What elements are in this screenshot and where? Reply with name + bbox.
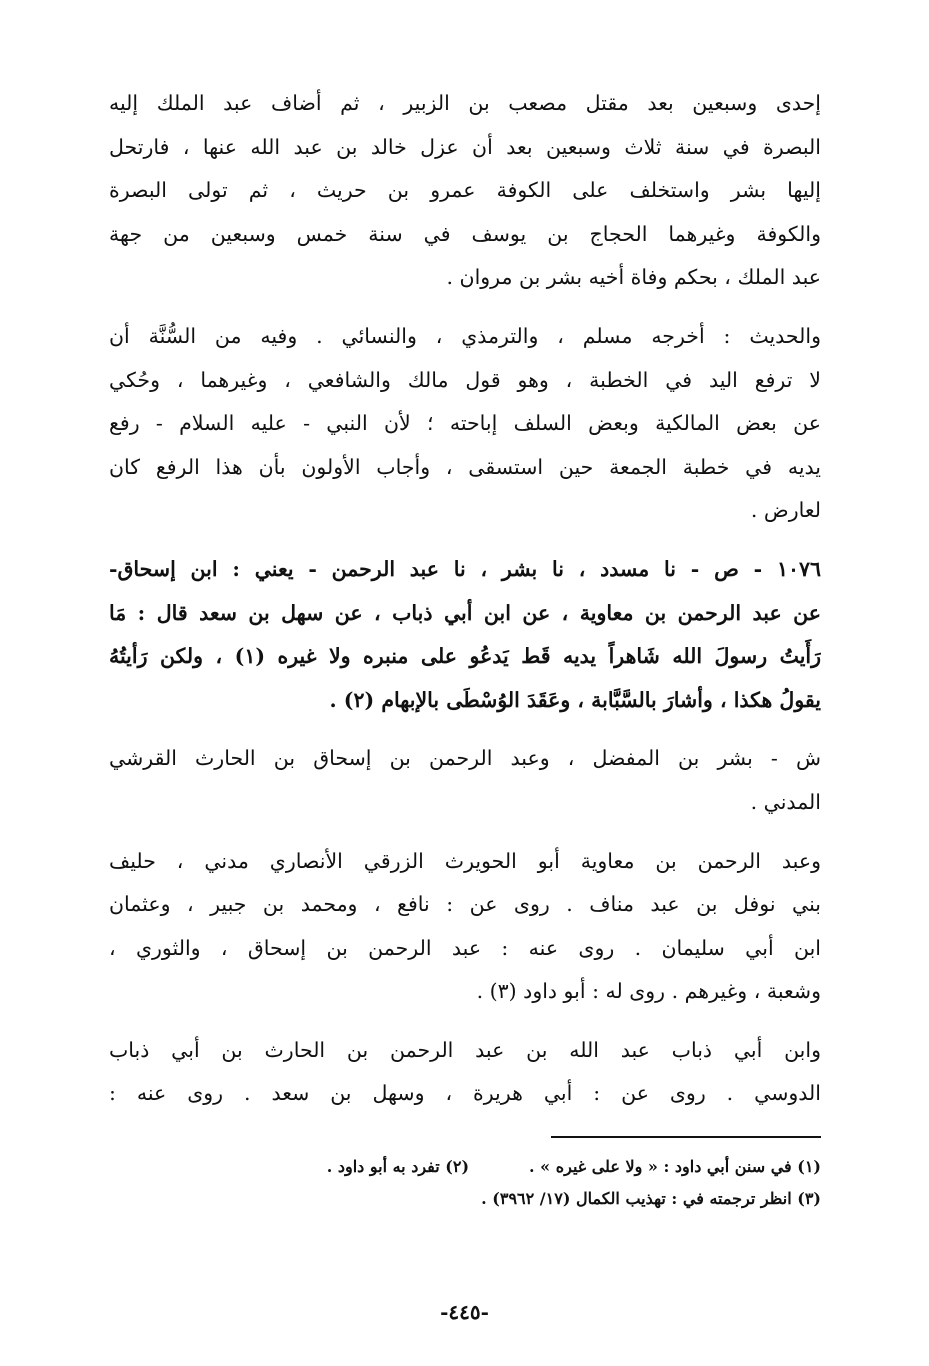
footnote-1: (١) في سنن أبي داود : « ولا على غيره » . xyxy=(529,1157,821,1176)
text-line: لا ترفع اليد في الخطبة ، وهو قول مالك والشافعي ، وغيرهما ، وحُكي xyxy=(109,367,821,392)
text-line: يديه في خطبة الجمعة حين استسقى ، وأجاب الأولون بأن هذا الرفع كان xyxy=(109,454,821,479)
text-line: وعبد الرحمن بن معاوية أبو الحويرث الزرقي الأنصاري مدني ، حليف xyxy=(109,848,821,873)
paragraph xyxy=(109,840,821,1014)
footnote-divider xyxy=(551,1136,821,1138)
text-line: وشعبة ، وغيرهم . روى له : أبو داود (٣) . xyxy=(476,979,821,1004)
paragraph xyxy=(109,1029,821,1116)
footnotes xyxy=(109,1151,821,1215)
body-text xyxy=(109,82,821,1116)
text-line: ش - بشر بن المفضل ، وعبد الرحمن بن إسحاق بن الحارث القرشي xyxy=(109,746,821,771)
hadith-paragraph xyxy=(109,548,821,722)
text-line: رَأَيتُ رسولَ الله شَاهراً يديه قَط يَدعُو على منبره ولا غيره (١) ، ولكن رَأيتُهُ xyxy=(109,644,821,669)
text-line: والكوفة وغيرهما الحجاج بن يوسف في سنة خمس وسبعين من جهة xyxy=(109,221,821,246)
text-line: وابن أبي ذباب عبد الله بن عبد الرحمن بن الحارث بن أبي ذباب xyxy=(109,1037,821,1062)
footnote-2: (٢) تفرد به أبو داود . xyxy=(326,1157,470,1176)
text-line: يقولُ هكذا ، وأشارَ بالسَّبَّابة ، وعَقَدَ الوُسْطَى بالإبهام (٢) . xyxy=(329,687,821,712)
paragraph xyxy=(109,82,821,300)
text-line: إليها بشر واستخلف على الكوفة عمرو بن حريث ، ثم تولى البصرة xyxy=(109,178,821,203)
page-number: -٤٤٥- xyxy=(440,1300,489,1324)
text-line: الدوسي . روى عن : أبي هريرة ، وسهل بن سعد . روى عنه : xyxy=(109,1081,821,1106)
text-line: إحدى وسبعين بعد مقتل مصعب بن الزبير ، ثم أضاف عبد الملك إليه xyxy=(109,91,821,115)
footnote-line xyxy=(109,1183,821,1215)
text-line: عن عبد الرحمن بن معاوية ، عن ابن أبي ذباب ، عن سهل بن سعد قال : مَا xyxy=(109,600,821,625)
text-line: ابن أبي سليمان . روى عنه : عبد الرحمن بن إسحاق ، والثوري ، xyxy=(109,935,821,960)
text-line: لعارض . xyxy=(750,498,821,523)
text-line: البصرة في سنة ثلاث وسبعين بعد أن عزل خالد بن عبد الله عنها ، فارتحل xyxy=(109,134,821,159)
text-line: ١٠٧٦ - ص - نا مسدد ، نا بشر ، نا عبد الرحمن - يعني : ابن إسحاق- xyxy=(109,556,821,581)
text-line: بني نوفل بن عبد مناف . روى عن : نافع ، ومحمد بن جبير ، وعثمان xyxy=(109,892,821,917)
footnote-line xyxy=(109,1151,821,1183)
paragraph xyxy=(109,315,821,533)
footnote-3: (٣) انظر ترجمته في : تهذيب الكمال (١٧/ ٣٩٦٢) . xyxy=(481,1189,821,1208)
text-line: عبد الملك ، بحكم وفاة أخيه بشر بن مروان . xyxy=(446,265,821,290)
text-line: عن بعض المالكية وبعض السلف إباحته ؛ لأن النبي - عليه السلام - رفع xyxy=(109,411,821,436)
paragraph xyxy=(109,737,821,824)
text-line: المدني . xyxy=(750,789,821,814)
text-line: والحديث : أخرجه مسلم ، والترمذي ، والنسائي . وفيه من السُّنَّة أن xyxy=(109,323,821,348)
